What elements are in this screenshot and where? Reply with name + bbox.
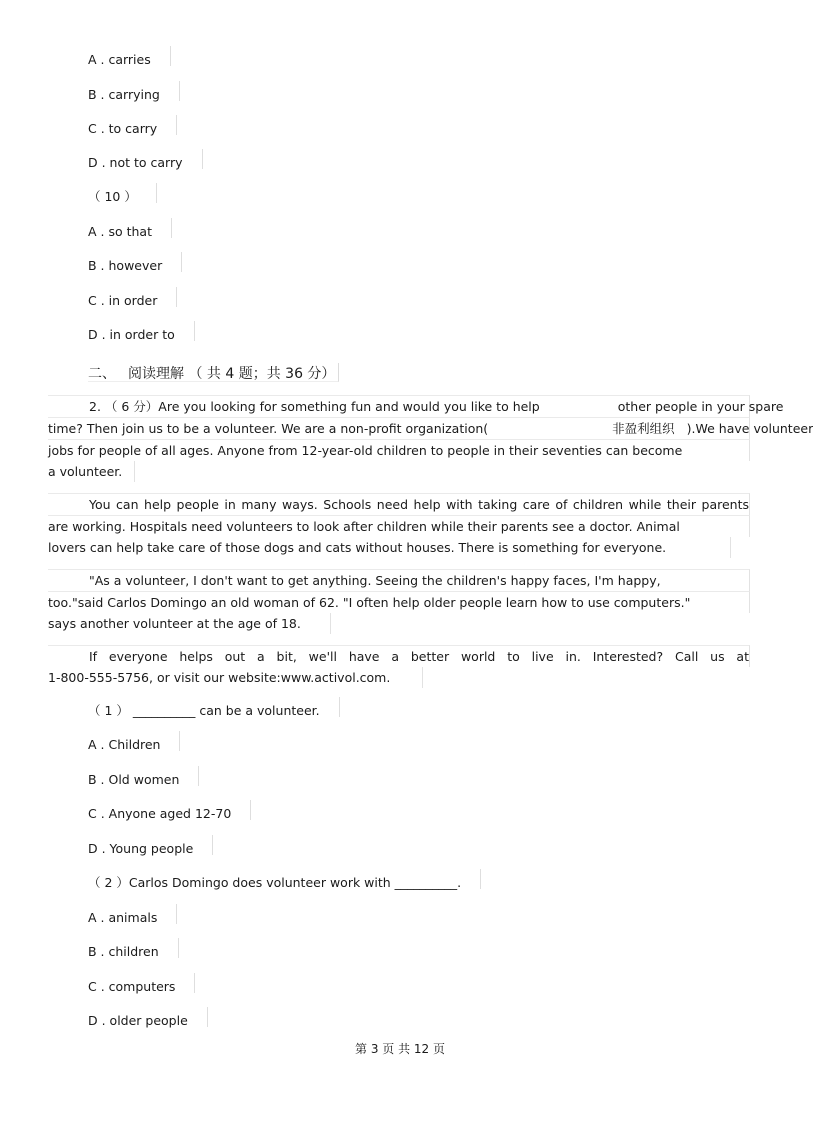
passage-line: jobs for people of all ages. Anyone from 12-year-old children to people in their seventies can become xyxy=(48,439,750,461)
q1-option-b[interactable]: B . Old women xyxy=(88,772,180,787)
section-heading xyxy=(88,363,339,382)
passage-paragraph-3 xyxy=(48,569,750,634)
q2-option-a[interactable]: A . animals xyxy=(88,910,158,925)
q1-stem: （ 1 ） __________ can be a volunteer. xyxy=(88,703,320,718)
q1-option-a[interactable]: A . Children xyxy=(88,737,161,752)
q10-label: （ 10 ） xyxy=(88,189,137,204)
q2-option-c[interactable]: C . computers xyxy=(88,979,176,994)
passage-line: says another volunteer at the age of 18. xyxy=(48,613,331,634)
section-number: 二、 xyxy=(88,366,116,382)
passage-line: "As a volunteer, I don't want to get anything. Seeing the children's happy faces, I'm happy, xyxy=(48,569,750,591)
q10-option-d[interactable]: D . in order to xyxy=(88,327,175,342)
passage-line: are working. Hospitals need volunteers to look after children while their parents see a doctor. Animal xyxy=(48,515,750,537)
passage-line: time? Then join us to be a volunteer. We are a non-profit organization( 非盈利组织 ).We have volunteer xyxy=(48,417,750,439)
passage-line: 1-800-555-5756, or visit our website:www.activol.com. xyxy=(48,667,423,688)
q9-option-b[interactable]: B . carrying xyxy=(88,87,160,102)
q2-stem: （ 2 ）Carlos Domingo does volunteer work with __________. xyxy=(88,875,462,890)
q1-option-d[interactable]: D . Young people xyxy=(88,841,194,856)
q2-option-d[interactable]: D . older people xyxy=(88,1013,188,1028)
q9-option-a[interactable]: A . carries xyxy=(88,52,151,67)
q10-option-c[interactable]: C . in order xyxy=(88,293,158,308)
q10-option-a[interactable]: A . so that xyxy=(88,224,152,239)
passage-line: If everyone helps out a bit, we'll have a better world to live in. Interested? Call us at xyxy=(48,645,750,667)
section-title: 阅读理解 （ 共 4 题；共 36 分） xyxy=(128,366,336,382)
passage-line: You can help people in many ways. Schools need help with taking care of children while their parents xyxy=(48,493,750,515)
q10-option-b[interactable]: B . however xyxy=(88,258,163,273)
passage-line: a volunteer. xyxy=(48,461,135,482)
q2-option-b[interactable]: B . children xyxy=(88,944,159,959)
passage-paragraph-1 xyxy=(48,395,813,482)
passage-paragraph-2 xyxy=(48,493,750,558)
passage-line: 2. （ 6 分）Are you looking for something fun and would you like to help other people in your spare xyxy=(48,395,750,417)
page-footer: 第 3 页 共 12 页 xyxy=(355,1042,445,1056)
q1-option-c[interactable]: C . Anyone aged 12-70 xyxy=(88,806,232,821)
q9-option-d[interactable]: D . not to carry xyxy=(88,155,183,170)
passage-line: too."said Carlos Domingo an old woman of 62. "I often help older people learn how to use computers." xyxy=(48,591,750,613)
passage-line: lovers can help take care of those dogs and cats without houses. There is something for everyone. xyxy=(48,537,731,558)
q9-option-c[interactable]: C . to carry xyxy=(88,121,158,136)
passage-paragraph-4 xyxy=(48,645,750,688)
